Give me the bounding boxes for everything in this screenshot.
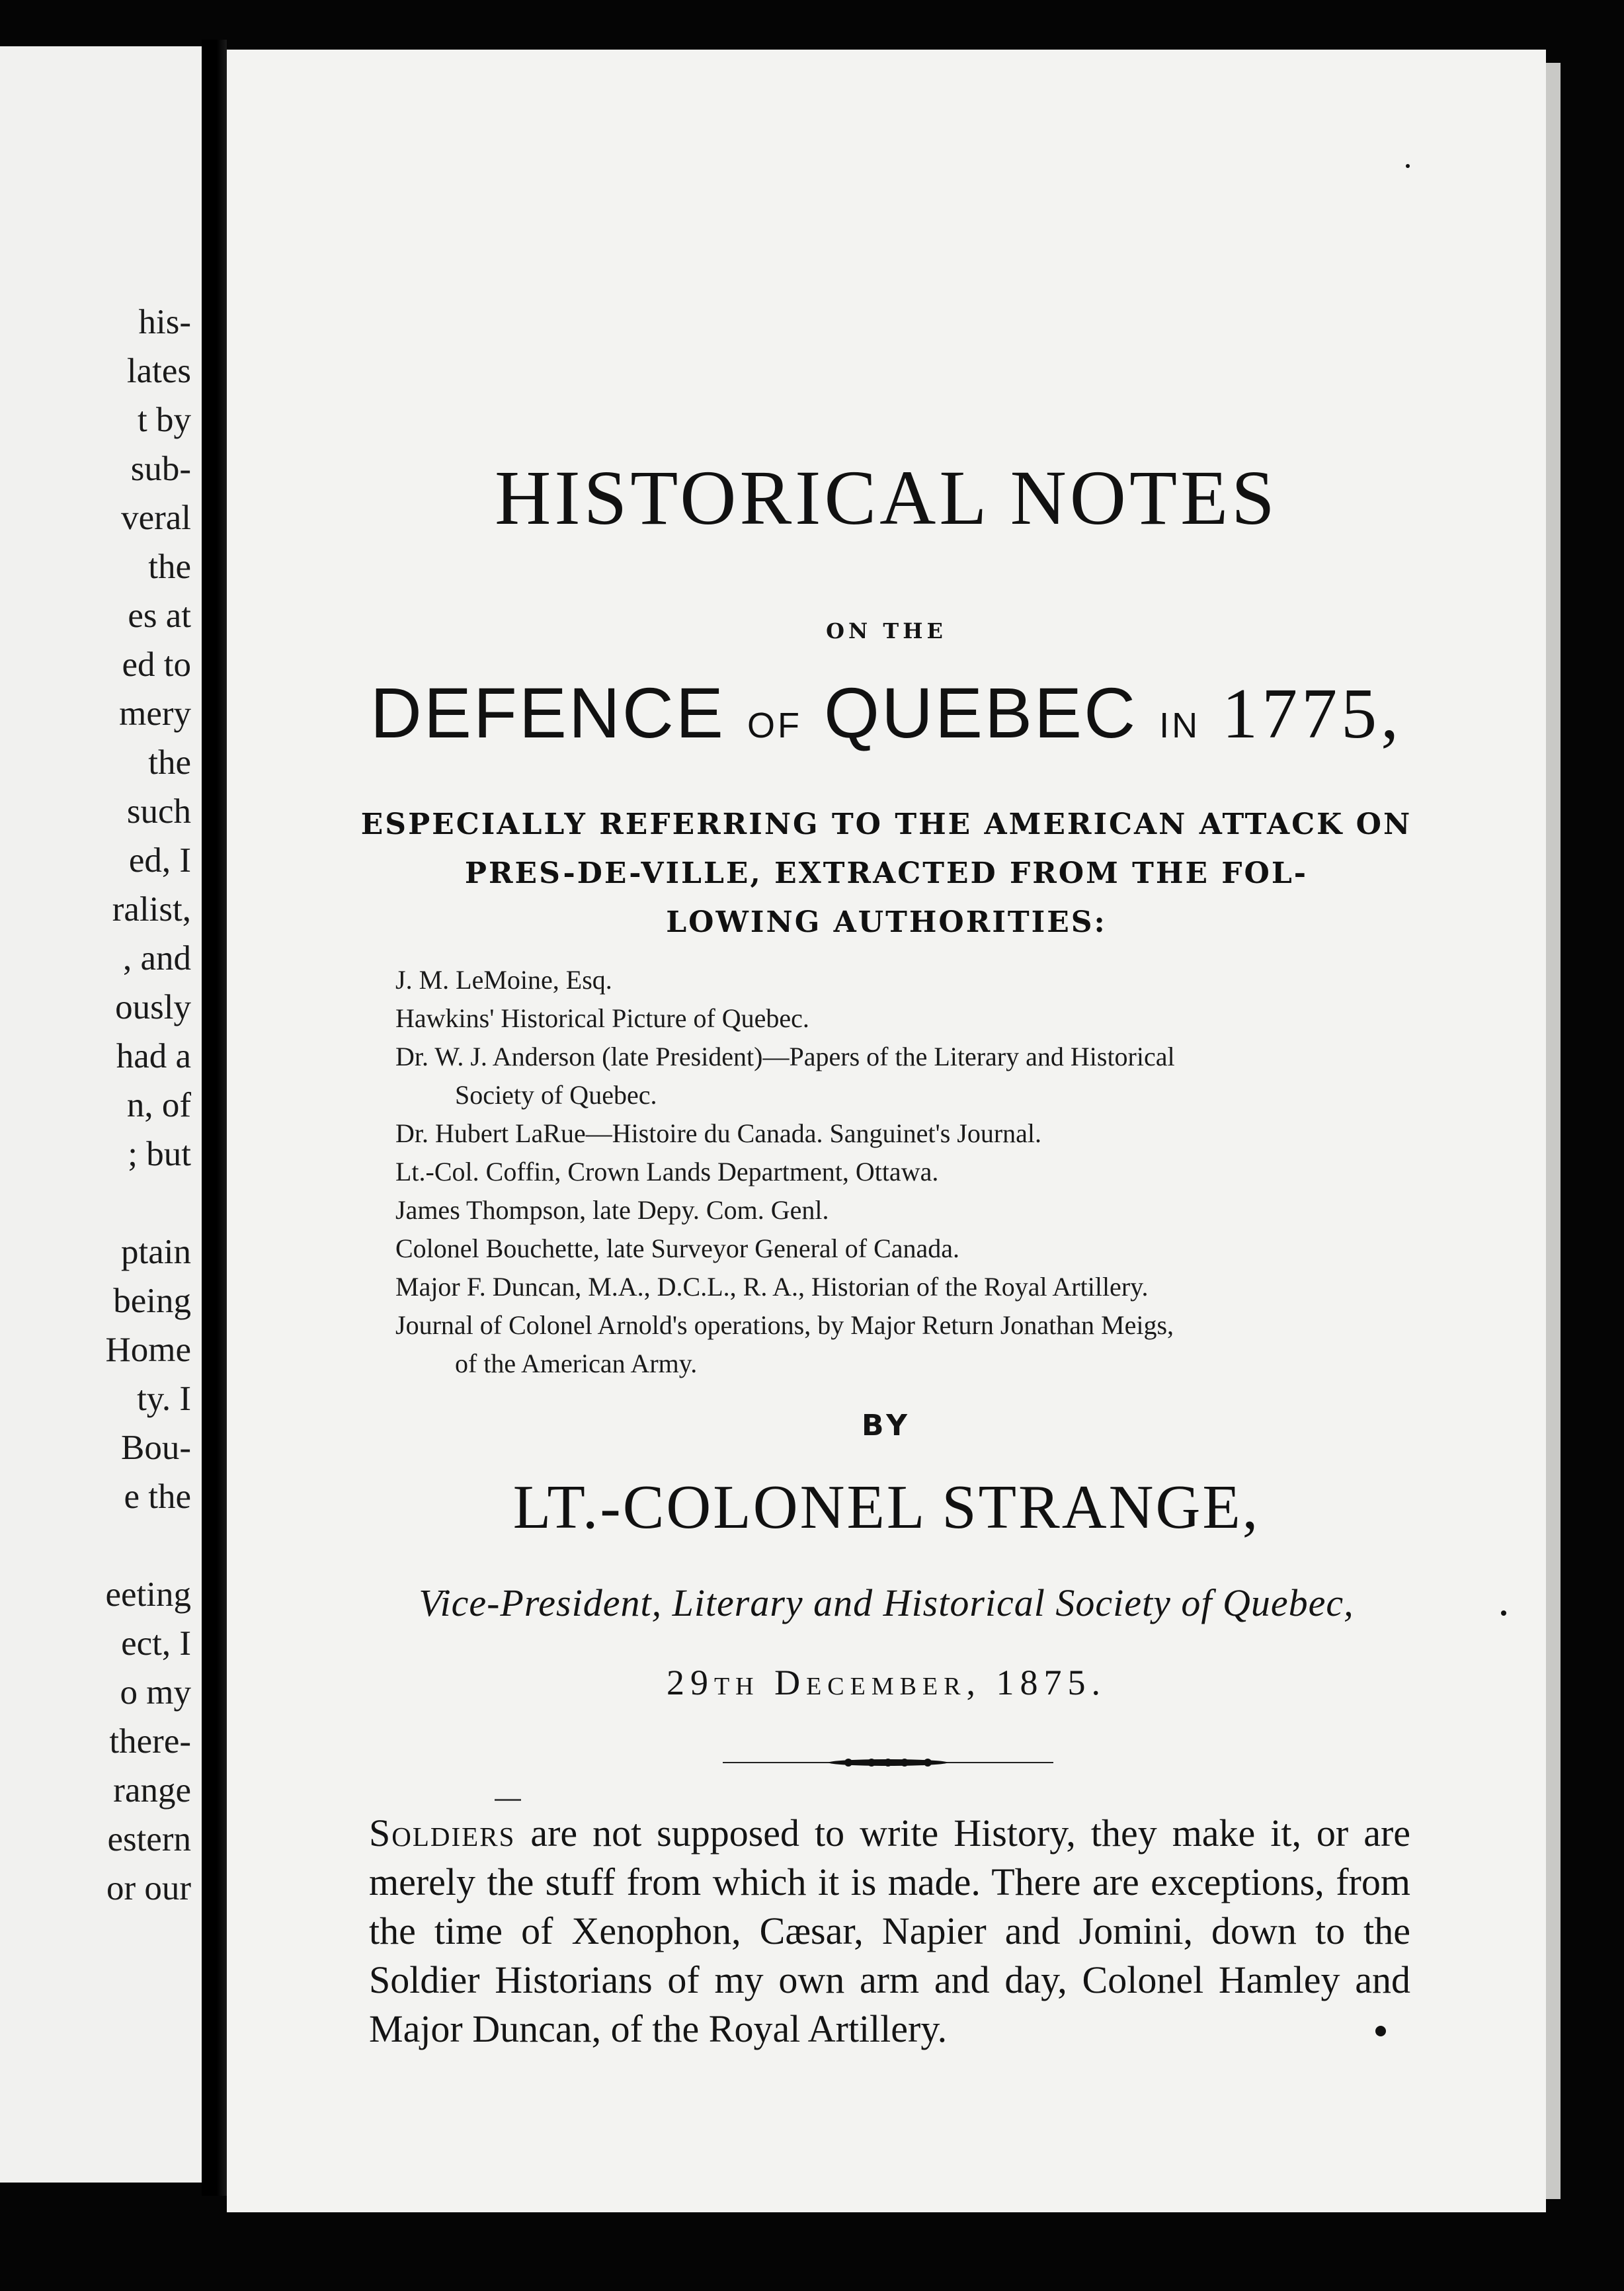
left-text-fragment: being (113, 1282, 191, 1320)
especially-referring-block (227, 800, 1546, 947)
authority-entry (395, 1191, 1506, 1229)
on-the-label: ON THE (826, 618, 947, 644)
authorities-list (395, 961, 1506, 1383)
left-text-fragment: t by (138, 401, 191, 439)
left-text-fragment: ect, I (121, 1624, 191, 1663)
left-text-fragment: ; but (128, 1135, 191, 1173)
body-text: are not supposed to write History, they make it, or are merely the stuff from which it is made. There are exceptions, from the time of Xenophon, Cæsar, Napier and Jomini, down to the Soldier Historians of my own arm and day, Colonel Hamley and Major Duncan, of the Royal Artillery. (369, 1812, 1410, 2050)
left-text-fragment: ptain (121, 1233, 191, 1271)
left-text-fragment: mery (119, 694, 191, 733)
left-text-fragment: his- (138, 303, 191, 341)
authority-line: Hawkins' Historical Picture of Quebec. (395, 1003, 809, 1033)
left-text-fragment: n, of (126, 1086, 191, 1124)
left-text-fragment: ed to (122, 646, 191, 684)
authority-line: Society of Quebec. (455, 1080, 657, 1110)
left-text-fragment: ed, I (128, 841, 191, 880)
book-gutter (202, 40, 227, 2196)
authority-entry (395, 1268, 1506, 1306)
left-text-fragment: sub- (130, 450, 191, 488)
authority-entry (395, 1153, 1506, 1191)
left-text-fragment: there- (109, 1722, 191, 1761)
page-title: HISTORICAL NOTES (495, 454, 1278, 541)
left-text-fragment: Bou- (121, 1429, 191, 1467)
authority-entry (395, 1038, 1506, 1114)
left-text-fragment: e the (124, 1478, 191, 1516)
authority-line: Dr. Hubert LaRue—Histoire du Canada. Sanguinet's Journal. (395, 1118, 1042, 1148)
speck (1501, 1610, 1506, 1616)
speck (1406, 164, 1410, 168)
left-text-fragment: ralist, (112, 890, 191, 929)
left-text-fragment (0, 1521, 202, 1570)
left-text-fragment: es at (128, 597, 191, 635)
speck (1375, 2026, 1386, 2036)
left-text-fragment: or our (106, 1869, 191, 1907)
authority-entry (395, 1114, 1506, 1153)
left-text-fragment: had a (116, 1037, 191, 1075)
authority-entry (395, 961, 1506, 999)
quebec-word: QUEBEC (823, 673, 1138, 753)
left-text-fragment: ty. I (137, 1380, 191, 1418)
body-paragraph (369, 1809, 1410, 2054)
authority-entry (395, 1229, 1506, 1268)
left-text-fragment: eeting (105, 1575, 191, 1614)
publication-date: 29th December, 1875. (666, 1663, 1107, 1702)
especially-line: PRES-DE-VILLE, EXTRACTED FROM THE FOL- (464, 856, 1309, 890)
authority-line: James Thompson, late Depy. Com. Genl. (395, 1195, 829, 1225)
title-page (227, 50, 1546, 2212)
authority-line: of the American Army. (455, 1349, 698, 1378)
page-edge (1546, 63, 1561, 2199)
authority-line: J. M. LeMoine, Esq. (395, 965, 612, 995)
left-text-fragment: range (113, 1771, 191, 1810)
authority-line: Lt.-Col. Coffin, Crown Lands Department, Ottawa. (395, 1157, 939, 1187)
author-affiliation: Vice-President, Literary and Historical Society of Quebec, (419, 1581, 1354, 1624)
left-text-fragment (0, 1179, 202, 1228)
of-word: OF (747, 706, 802, 745)
authority-line: Dr. W. J. Anderson (late President)—Papers of the Literary and Historical (395, 1042, 1175, 1071)
short-dash-mark (495, 1799, 521, 1801)
left-text-fragment: the (148, 743, 191, 782)
by-label: BY (862, 1409, 911, 1442)
left-text-fragment: ously (115, 988, 191, 1026)
left-facing-page (0, 46, 202, 2183)
left-page-text-fragments (0, 298, 202, 1913)
left-text-fragment: , and (122, 939, 191, 978)
authority-entry (395, 999, 1506, 1038)
subtitle-defence-of-quebec (227, 671, 1546, 755)
authority-line: Colonel Bouchette, late Surveyor General of Canada. (395, 1233, 960, 1263)
year: 1775, (1222, 675, 1403, 753)
left-text-fragment: lates (126, 352, 191, 390)
left-text-fragment: the (148, 548, 191, 586)
left-text-fragment: veral (121, 499, 191, 537)
left-text-fragment: estern (107, 1820, 191, 1858)
especially-line: ESPECIALLY REFERRING TO THE AMERICAN ATTACK ON (360, 808, 1412, 841)
ornament-rule (723, 1756, 1053, 1769)
defence-word: DEFENCE (370, 673, 725, 753)
especially-line: LOWING AUTHORITIES: (666, 905, 1107, 939)
left-text-fragment: such (126, 792, 191, 831)
author-name: LT.-COLONEL STRANGE, (512, 1473, 1260, 1542)
in-word: IN (1159, 706, 1201, 745)
authority-line: Major F. Duncan, M.A., D.C.L., R. A., Historian of the Royal Artillery. (395, 1272, 1149, 1302)
authority-line: Journal of Colonel Arnold's operations, by Major Return Jonathan Meigs, (395, 1310, 1174, 1340)
authority-entry (395, 1306, 1506, 1383)
left-text-fragment: o my (120, 1673, 191, 1712)
left-text-fragment: Home (105, 1331, 191, 1369)
body-first-word: Soldiers (369, 1812, 516, 1854)
